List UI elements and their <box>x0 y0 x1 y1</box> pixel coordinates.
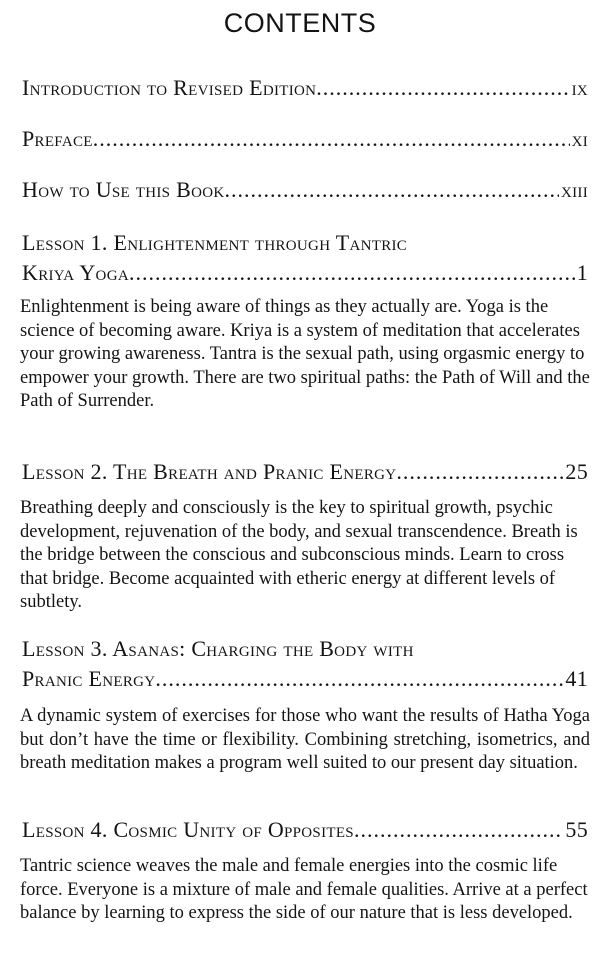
toc-entry-lesson-2[interactable] <box>22 457 588 487</box>
dot-leader <box>316 73 569 103</box>
toc-page-number: 55 <box>565 817 588 842</box>
dot-leader <box>225 175 559 205</box>
toc-entry-label: Lesson 4. Cosmic Unity of Opposites <box>22 817 354 842</box>
toc-page-number: 41 <box>565 666 588 691</box>
toc-page-number: ix <box>571 75 588 100</box>
toc-entry-label-continued: Pranic Energy <box>22 666 156 691</box>
toc-entry-lesson-4[interactable] <box>22 815 588 845</box>
lesson-4-description: Tantric science weaves the male and female energies into the cosmic life force. Everyone is a mixture of male and female qualities. Arrive at a perfect balance by learning to express the side of our nature that is less developed. <box>20 856 588 923</box>
toc-entry-lesson-3[interactable] <box>22 634 588 694</box>
toc-entry-preface[interactable] <box>22 124 588 154</box>
dot-leader <box>396 457 563 487</box>
page-title: CONTENTS <box>223 8 377 38</box>
toc-page-number: xi <box>571 126 588 151</box>
toc-entry-label: Lesson 2. The Breath and Pranic Energy <box>22 459 397 484</box>
toc-entry-how-to-use[interactable] <box>22 175 588 205</box>
toc-page-number: 1 <box>576 260 588 285</box>
lesson-3-description: A dynamic system of exercises for those who want the results of Hatha Yoga but don’t have the time or flexibility. Combining stretching, isometrics, and breath meditation makes a program well suited to our present day situation. <box>20 706 590 773</box>
toc-entry-lesson-1[interactable] <box>22 228 588 288</box>
dot-leader <box>354 815 563 845</box>
toc-entry-introduction[interactable] <box>22 73 588 103</box>
dot-leader <box>155 664 563 694</box>
lesson-2-description: Breathing deeply and consciously is the key to spiritual growth, psychic development, rejuvenation of the body, and sexual transcendence. Breath is the bridge between the conscious and subconscious minds. Learn to cross that bridge. Become acquainted with etheric energy at different levels of subtlety. <box>20 498 578 612</box>
toc-entry-label: Preface <box>22 126 93 151</box>
toc-entry-label: Lesson 1. Enlightenment through Tantric <box>22 230 408 255</box>
dot-leader <box>129 258 575 288</box>
toc-entry-label: How to Use this Book <box>22 177 225 202</box>
toc-page-number: xiii <box>560 177 588 202</box>
toc-page-number: 25 <box>565 459 588 484</box>
toc-entry-label: Lesson 3. Asanas: Charging the Body with <box>22 636 414 661</box>
toc-entry-label: Introduction to Revised Edition <box>22 75 317 100</box>
dot-leader <box>93 124 570 154</box>
toc-entry-label-continued: Kriya Yoga <box>22 260 129 285</box>
lesson-1-description: Enlightenment is being aware of things as they actually are. Yoga is the science of becoming aware. Kriya is a system of meditation that accelerates your growing awareness. Tantra is the sexual path, using orgasmic energy to empower your growth. There are two spiritual paths: the Path of Will and the Path of Surrender. <box>20 297 590 411</box>
